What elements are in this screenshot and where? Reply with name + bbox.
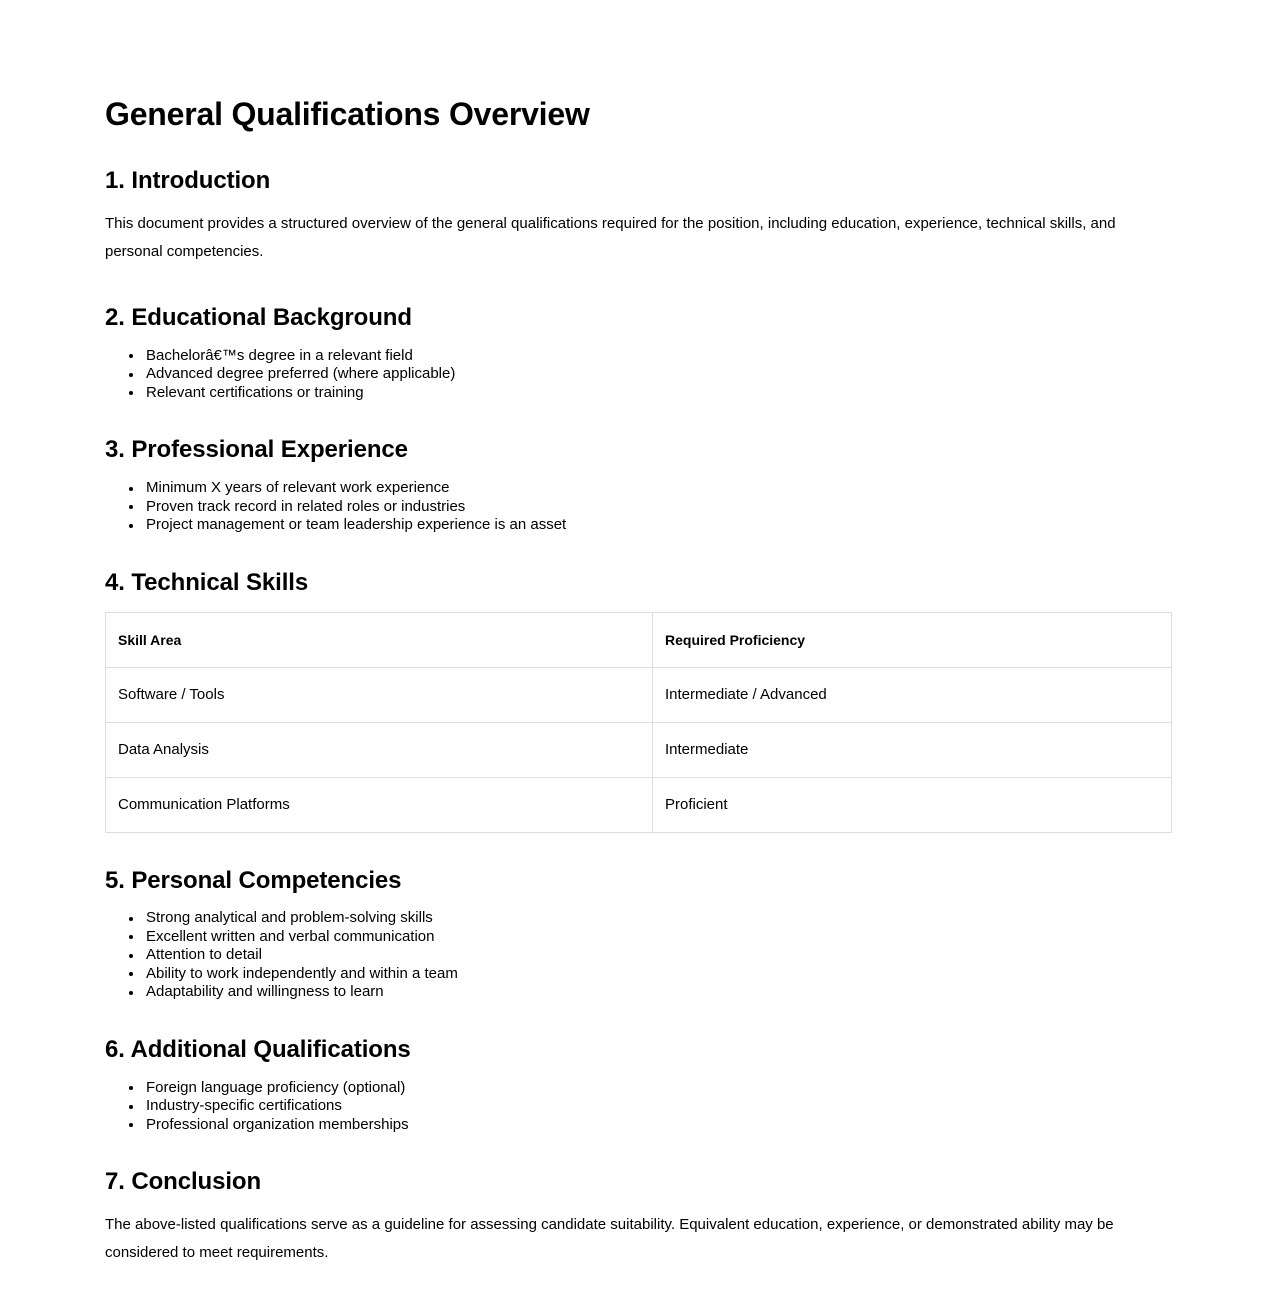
section-heading-conclusion: 7. Conclusion bbox=[105, 1168, 262, 1196]
section-educational-background bbox=[105, 304, 1173, 402]
section-technical-skills bbox=[105, 569, 1173, 833]
section-heading-additional-qualifications: 6. Additional Qualifications bbox=[105, 1035, 411, 1063]
table-header-row bbox=[106, 612, 1172, 667]
section-heading-educational-background: 2. Educational Background bbox=[105, 304, 412, 332]
list-item: Foreign language proficiency (optional) bbox=[127, 1079, 1173, 1098]
table-cell-skill-area: Communication Platforms bbox=[106, 777, 653, 832]
section-heading-professional-experience: 3. Professional Experience bbox=[105, 436, 408, 464]
table-row bbox=[106, 777, 1172, 832]
list-item: Proven track record in related roles or industries bbox=[127, 498, 1173, 517]
list-item: Strong analytical and problem-solving skills bbox=[127, 909, 1173, 928]
table-row bbox=[106, 722, 1172, 777]
list-item: Industry-specific certifications bbox=[127, 1097, 1173, 1116]
additional-qualifications-list bbox=[105, 1079, 1173, 1135]
section-heading-introduction: 1. Introduction bbox=[105, 167, 271, 195]
list-item: Relevant certifications or training bbox=[127, 384, 1173, 403]
list-item: Project management or team leadership experience is an asset bbox=[127, 516, 1173, 535]
table-row bbox=[106, 667, 1172, 722]
list-item: Minimum X years of relevant work experience bbox=[127, 479, 1173, 498]
list-item: Excellent written and verbal communication bbox=[127, 928, 1173, 947]
list-item: Bachelorâ€™s degree in a relevant field bbox=[127, 347, 1173, 366]
competencies-list bbox=[105, 909, 1173, 1002]
section-additional-qualifications bbox=[105, 1036, 1173, 1134]
list-item: Professional organization memberships bbox=[127, 1116, 1173, 1135]
table-cell-skill-area: Software / Tools bbox=[106, 667, 653, 722]
section-heading-technical-skills: 4. Technical Skills bbox=[105, 568, 309, 596]
section-introduction bbox=[105, 167, 1173, 266]
column-header-skill-area: Skill Area bbox=[106, 612, 653, 667]
list-item: Adaptability and willingness to learn bbox=[127, 983, 1173, 1002]
section-heading-personal-competencies: 5. Personal Competencies bbox=[105, 866, 402, 894]
column-header-required-proficiency: Required Proficiency bbox=[653, 612, 1172, 667]
list-item: Ability to work independently and within a team bbox=[127, 965, 1173, 984]
section-professional-experience bbox=[105, 436, 1173, 534]
table-cell-skill-area: Data Analysis bbox=[106, 722, 653, 777]
list-item: Attention to detail bbox=[127, 946, 1173, 965]
section-conclusion bbox=[105, 1168, 1173, 1267]
table-cell-proficiency: Proficient bbox=[653, 777, 1172, 832]
conclusion-paragraph: The above-listed qualifications serve as a guideline for assessing candidate suitability. Equivalent education, experience, or demonstrated ability may be considered to meet requirements. bbox=[105, 1215, 1114, 1261]
table-cell-proficiency: Intermediate / Advanced bbox=[653, 667, 1172, 722]
technical-skills-table bbox=[105, 612, 1172, 833]
list-item: Advanced degree preferred (where applicable) bbox=[127, 365, 1173, 384]
education-list bbox=[105, 347, 1173, 403]
experience-list bbox=[105, 479, 1173, 535]
table-cell-proficiency: Intermediate bbox=[653, 722, 1172, 777]
introduction-paragraph: This document provides a structured overview of the general qualifications required for the position, including education, experience, technical skills, and personal competencies. bbox=[105, 215, 1116, 261]
page-title: General Qualifications Overview bbox=[105, 96, 590, 132]
section-personal-competencies bbox=[105, 867, 1173, 1002]
